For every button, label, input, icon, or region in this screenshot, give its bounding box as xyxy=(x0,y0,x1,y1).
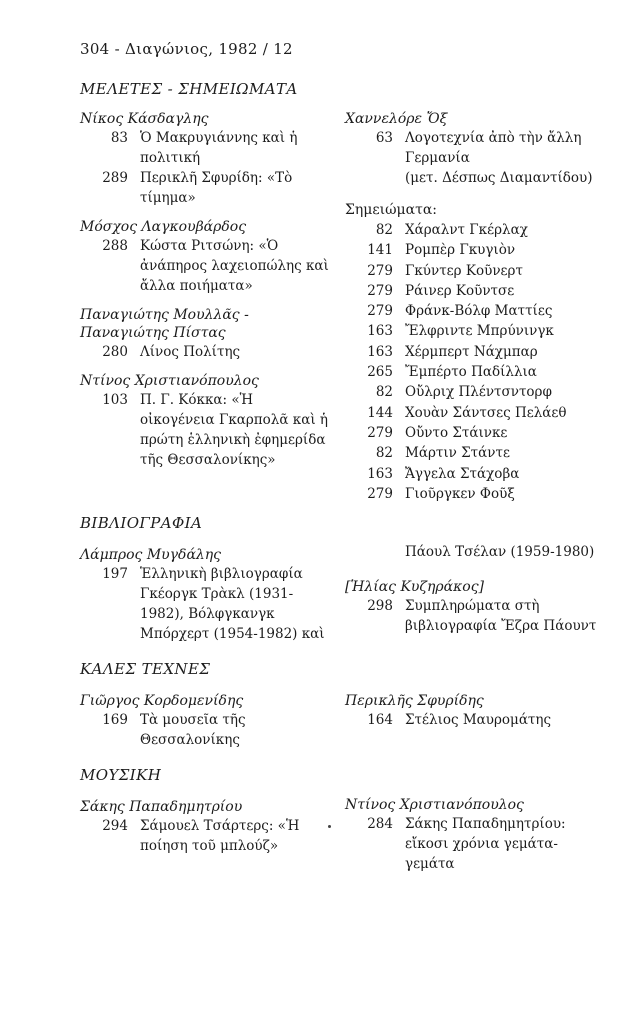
author-block xyxy=(80,218,330,296)
page-number: 279 xyxy=(367,282,393,299)
note-name: Χέρμπερτ Νάχμπαρ xyxy=(405,343,538,360)
notes-label: Σημειώματα: xyxy=(345,202,438,218)
meletes-left-column xyxy=(80,110,330,470)
entry-translator xyxy=(345,168,605,188)
note-row xyxy=(345,382,605,402)
entry-title: Λίνος Πολίτης xyxy=(140,344,241,360)
note-name: Γιοῦργκεν Φοῦξ xyxy=(405,485,515,502)
author-name: Μόσχος Λαγκουβάρδος xyxy=(80,219,247,235)
note-name: Μάρτιν Στάντε xyxy=(405,445,510,462)
note-row xyxy=(345,403,605,423)
page-header: 304 - Διαγώνιος, 1982 / 12 xyxy=(80,40,293,58)
entry-title: Π. Γ. Κόκκα: «Ἡ οἰκογένεια Γκαρπολᾶ καὶ ἡ πρώτη ἑλληνικὴ ἐφημερίδα τῆς Θεσσαλονίκης» xyxy=(140,392,328,468)
entry-title: Ὁ Μακρυγιάννης καὶ ἡ πολιτική xyxy=(140,130,298,166)
author-block xyxy=(80,306,330,362)
page-number: 298 xyxy=(367,598,393,614)
notes-list xyxy=(345,220,605,504)
note-row xyxy=(345,240,605,260)
kales-right-column xyxy=(345,692,605,730)
note-row xyxy=(345,261,605,281)
entry-title: Στέλιος Μαυρομάτης xyxy=(405,712,552,728)
note-name: Ἔμπέρτο Παδίλλια xyxy=(405,364,537,381)
page-number: 82 xyxy=(375,445,393,462)
page-number: 289 xyxy=(102,170,128,186)
section-title-bibliografia: ΒΙΒΛΙΟΓΡΑΦΙΑ xyxy=(80,514,203,532)
entry xyxy=(345,814,605,874)
note-row xyxy=(345,464,605,484)
entry xyxy=(80,128,330,168)
author-name: Ντίνος Χριστιανόπουλος xyxy=(345,797,524,813)
entry xyxy=(80,168,330,208)
section-title-mousiki: ΜΟΥΣΙΚΗ xyxy=(80,766,162,784)
page-number: 63 xyxy=(375,130,393,146)
bibliografia-left-column xyxy=(80,546,330,644)
page-number: 284 xyxy=(367,816,393,832)
note-row xyxy=(345,362,605,382)
author-name: Χαννελόρε Ὄξ xyxy=(345,111,448,127)
author-name: Νίκος Κάσδαγλης xyxy=(80,111,209,127)
entry-title: Πάουλ Τσέλαν (1959-1980) xyxy=(405,544,595,560)
note-row xyxy=(345,423,605,443)
note-name: Γκύντερ Κοῦνερτ xyxy=(405,262,523,279)
entry-title: Τὰ μουσεῖα τῆς Θεσσαλονίκης xyxy=(140,712,246,748)
note-row xyxy=(345,342,605,362)
page-number: 82 xyxy=(375,222,393,238)
author-name: Ντίνος Χριστιανόπουλος xyxy=(80,373,259,389)
page-number: 280 xyxy=(102,344,128,360)
page-number: 279 xyxy=(367,485,393,502)
author-name: Γιῶργος Κορδομενίδης xyxy=(80,693,244,709)
page-number: 163 xyxy=(367,465,393,482)
author-block xyxy=(80,372,330,470)
note-name: Ρομπὲρ Γκυγιὸν xyxy=(405,242,516,259)
entry xyxy=(80,816,330,856)
entry-continuation xyxy=(345,542,605,562)
note-row xyxy=(345,301,605,321)
page-number: 279 xyxy=(367,424,393,441)
note-name: Οὔντο Στάινκε xyxy=(405,424,508,441)
kales-left-column xyxy=(80,692,330,750)
entry xyxy=(80,236,330,296)
page-number: 279 xyxy=(367,262,393,279)
author-name: Περικλῆς Σφυρίδης xyxy=(345,693,484,709)
page-number: 163 xyxy=(367,343,393,360)
note-row xyxy=(345,220,605,240)
entry xyxy=(345,128,605,168)
stray-dot xyxy=(328,825,331,828)
entry xyxy=(80,710,330,750)
entry xyxy=(80,342,330,362)
note-name: Ράινερ Κοῦντσε xyxy=(405,282,515,299)
entry-title: Περικλῆ Σφυρίδη: «Τὸ τίμημα» xyxy=(140,170,293,206)
note-row xyxy=(345,484,605,504)
author-name: Σάκης Παπαδημητρίου xyxy=(80,799,243,815)
author-name: [Ἡλίας Κυζηράκος] xyxy=(345,579,485,595)
note-row xyxy=(345,281,605,301)
note-name: Οὔλριχ Πλέντσντορφ xyxy=(405,384,552,401)
page-number: 82 xyxy=(375,384,393,401)
entry-title: Λογοτεχνία ἀπὸ τὴν ἄλλη Γερμανία xyxy=(405,130,582,166)
bibliografia-right-column xyxy=(345,542,605,636)
note-row xyxy=(345,321,605,341)
entry xyxy=(345,596,605,636)
entry-title: Ἑλληνικὴ βιβλιογραφία Γκέοργκ Τρὰκλ (1931-1982), Βόλφγκανγκ Μπόρχερτ (1954-1982) καὶ xyxy=(140,566,325,642)
author-name: Παναγιώτης Μουλλᾶς - Παναγιώτης Πίστας xyxy=(80,307,249,341)
page-number: 103 xyxy=(102,392,128,408)
meletes-right-column xyxy=(345,110,605,504)
note-name: Ἄγγελα Στάχοβα xyxy=(405,465,520,482)
entry-title: Συμπληρώματα στὴ βιβλιογραφία Ἔζρα Πάουντ xyxy=(405,598,597,634)
page-number: 288 xyxy=(102,238,128,254)
entry-title: Σάκης Παπαδημητρίου: εἴκοσι χρόνια γεμάτα-γεμάτα xyxy=(405,816,566,872)
note-name: Χάραλντ Γκέρλαχ xyxy=(405,222,528,238)
translator-note: (μετ. Δέσπως Διαμαντίδου) xyxy=(405,170,593,186)
page-number: 164 xyxy=(367,712,393,728)
page-number: 197 xyxy=(102,566,128,582)
note-name: Ἔλφριντε Μπρύνινγκ xyxy=(405,323,554,340)
page-number: 141 xyxy=(367,242,393,259)
note-name: Φράνκ-Βόλφ Ματτίες xyxy=(405,303,553,320)
page-number: 169 xyxy=(102,712,128,728)
author-name: Λάμπρος Μυγδάλης xyxy=(80,547,222,563)
page-number: 83 xyxy=(110,130,128,146)
section-title-kales-technes: ΚΑΛΕΣ ΤΕΧΝΕΣ xyxy=(80,660,211,678)
author-block xyxy=(80,110,330,208)
page-number: 144 xyxy=(367,404,393,421)
page-number: 163 xyxy=(367,323,393,340)
entry-title: Σάμουελ Τσάρτερς: «Ἡ ποίηση τοῦ μπλούζ» xyxy=(140,818,300,854)
mousiki-left-column xyxy=(80,798,330,856)
entry xyxy=(80,390,330,470)
note-row xyxy=(345,443,605,463)
page-number: 279 xyxy=(367,303,393,320)
mousiki-right-column xyxy=(345,796,605,874)
entry xyxy=(345,710,605,730)
entry xyxy=(80,564,330,644)
note-name: Χουὰν Σάντσες Πελάεθ xyxy=(405,404,567,421)
entry-title: Κώστα Ριτσώνη: «Ὁ ἀνάπηρος λαχειοπώλης καὶ ἄλλα ποιήματα» xyxy=(140,238,329,294)
page-number: 265 xyxy=(367,364,393,381)
section-title-meletes: ΜΕΛΕΤΕΣ - ΣΗΜΕΙΩΜΑΤΑ xyxy=(80,80,298,98)
page-number: 294 xyxy=(102,818,128,834)
